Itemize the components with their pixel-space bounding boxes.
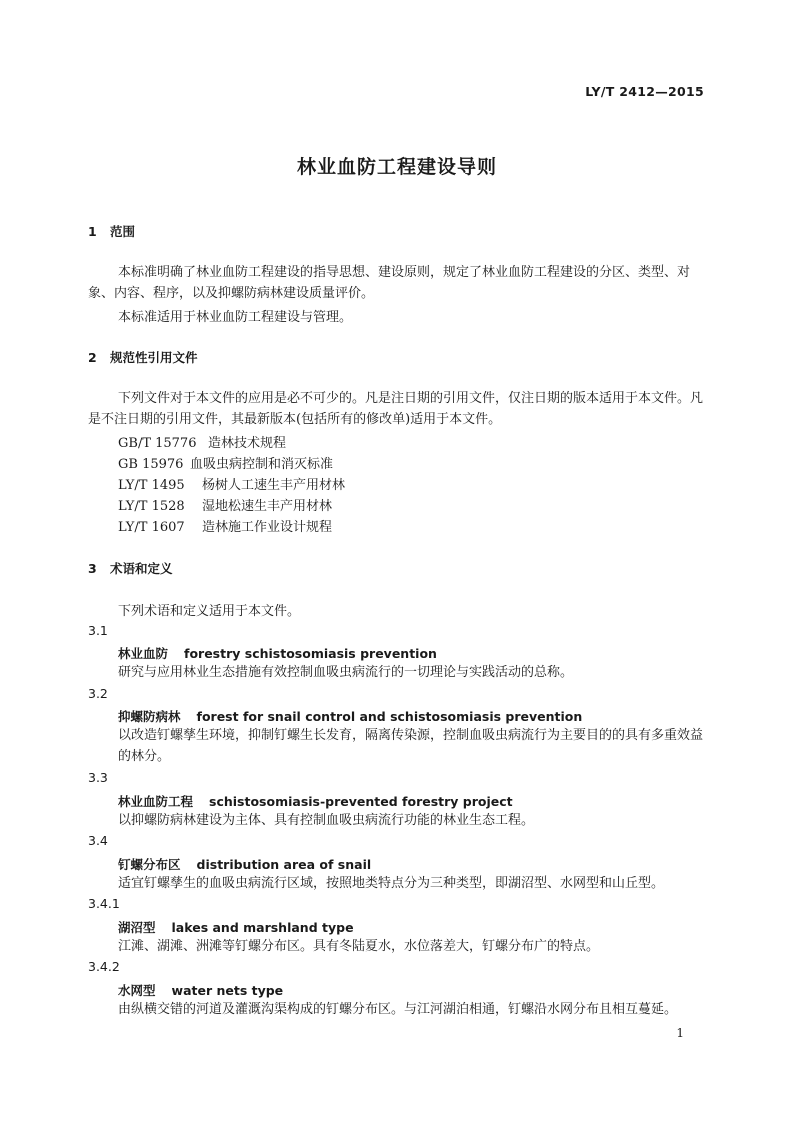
section-title: 术语和定义: [110, 561, 173, 576]
term-heading: [118, 707, 582, 725]
term-number: 3.2: [88, 686, 108, 701]
reference-name: 杨树人工速生丰产用材林: [202, 478, 346, 493]
term-en: forestry schistosomiasis prevention: [184, 646, 437, 661]
document-title: 林业血防工程建设导则: [296, 156, 497, 178]
term-en: schistosomiasis-prevented forestry project: [209, 794, 513, 809]
term-definition: 以改造钉螺孳生环境，抑制钉螺生长发育，隔离传染源，控制血吸虫病流行为主要目的的具有多重效益的林分。: [118, 728, 704, 764]
section-number: 3: [88, 561, 97, 576]
reference-name: 血吸虫病控制和消灭标准: [190, 457, 334, 472]
reference-item: [118, 453, 333, 472]
term-zh: 水网型: [118, 983, 156, 998]
term-zh: 钉螺分布区: [118, 857, 181, 872]
term-heading: [118, 855, 371, 873]
term-heading: [118, 918, 354, 936]
term-definition: 江滩、湖滩、洲滩等钉螺分布区。具有冬陆夏水，水位落差大，钉螺分布广的特点。: [118, 939, 600, 954]
reference-item: [118, 432, 286, 451]
term-zh: 林业血防: [118, 646, 169, 661]
reference-item: [118, 516, 332, 535]
term-number: 3.4.2: [88, 959, 120, 974]
term-definition: 研究与应用林业生态措施有效控制血吸虫病流行的一切理论与实践活动的总称。: [118, 665, 574, 680]
section-1-heading: [88, 222, 135, 240]
section-3-paragraph-1: 下列术语和定义适用于本文件。: [118, 604, 301, 619]
section-1-paragraph-1: [88, 262, 708, 304]
term-heading: [118, 644, 437, 662]
standard-code: LY/T 2412—2015: [585, 84, 704, 99]
reference-name: 造林施工作业设计规程: [202, 520, 333, 535]
reference-code: GB/T 15776: [118, 436, 197, 451]
reference-item: [118, 495, 332, 514]
section-1-paragraph-2: 本标准适用于林业血防工程建设与管理。: [118, 310, 353, 325]
section-number: 2: [88, 350, 97, 365]
term-definition: 以抑螺防病林建设为主体、具有控制血吸虫病流行功能的林业生态工程。: [118, 813, 535, 828]
term-zh: 抑螺防病林: [118, 709, 181, 724]
term-number: 3.3: [88, 770, 108, 785]
term-zh: 湖沼型: [118, 920, 156, 935]
section-title: 规范性引用文件: [110, 350, 198, 365]
term-zh: 林业血防工程: [118, 794, 194, 809]
term-en: water nets type: [171, 983, 284, 998]
term-en: forest for snail control and schistosomiasis prevention: [196, 709, 583, 724]
reference-name: 造林技术规程: [208, 436, 287, 451]
section-title: 范围: [110, 224, 136, 239]
term-en: distribution area of snail: [196, 857, 372, 872]
term-number: 3.1: [88, 623, 108, 638]
reference-name: 湿地松速生丰产用材林: [202, 499, 333, 514]
term-number: 3.4: [88, 833, 108, 848]
term-en: lakes and marshland type: [171, 920, 354, 935]
reference-code: GB 15976: [118, 457, 184, 472]
paragraph-text: 本标准明确了林业血防工程建设的指导思想、建设原则，规定了林业血防工程建设的分区、类型、对象、内容、程序，以及抑螺防病林建设质量评价。: [88, 265, 691, 301]
section-2-paragraph-1: [88, 388, 708, 430]
reference-code: LY/T 1607: [118, 520, 185, 535]
term-definition: 由纵横交错的河道及灌溉沟渠构成的钉螺分布区。与江河湖泊相通，钉螺沿水网分布且相互蔓延。: [118, 1002, 678, 1017]
section-2-heading: [88, 348, 198, 366]
reference-item: [118, 474, 345, 493]
page-number: 1: [676, 1026, 684, 1040]
section-3-heading: [88, 559, 173, 577]
paragraph-text: 下列文件对于本文件的应用是必不可少的。凡是注日期的引用文件，仅注日期的版本适用于本文件。凡是不注日期的引用文件，其最新版本(包括所有的修改单)适用于本文件。: [88, 391, 704, 427]
term-heading: [118, 792, 513, 810]
reference-code: LY/T 1528: [118, 499, 185, 514]
term-definition: 适宜钉螺孳生的血吸虫病流行区域，按照地类特点分为三种类型，即湖沼型、水网型和山丘型。: [118, 876, 665, 891]
reference-code: LY/T 1495: [118, 478, 185, 493]
section-number: 1: [88, 224, 97, 239]
term-number: 3.4.1: [88, 896, 120, 911]
term-heading: [118, 981, 283, 999]
